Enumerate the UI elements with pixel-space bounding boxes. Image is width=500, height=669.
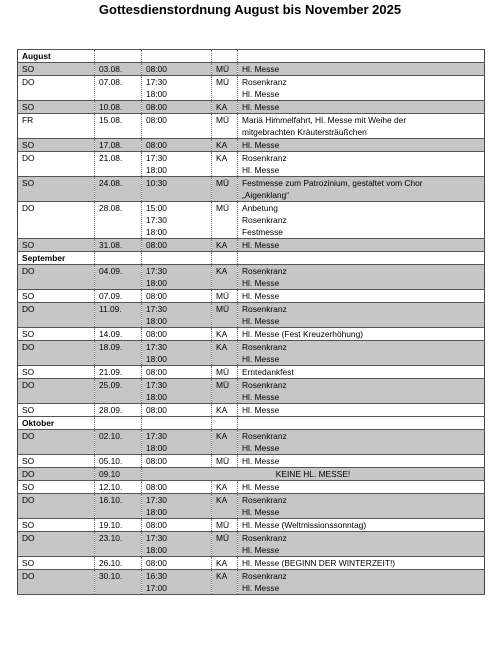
day-cell: SO [18,328,95,341]
place-cell: MÜ [212,177,238,202]
date-cell: 15.08. [95,114,142,139]
event-cell [238,239,485,252]
table-row [18,152,485,177]
date-cell: 21.08. [95,152,142,177]
event-cell [238,404,485,417]
date-cell: 24.08. [95,177,142,202]
event-cell-line: Hl. Messe [242,316,280,326]
event-cell-line: Hl. Messe [242,240,280,250]
schedule-table [17,49,485,595]
date-cell: 17.08. [95,139,142,152]
day-cell: DO [18,494,95,519]
time-cell-line: 17:30 [146,153,167,163]
day-cell: DO [18,379,95,404]
event-cell [238,328,485,341]
section-header-row [18,50,485,63]
place-cell: KA [212,239,238,252]
time-cell [142,303,212,328]
notice-cell: KEINE HL. MESSE! [142,468,485,481]
place-cell-empty [212,252,238,265]
time-cell-line: 18:00 [146,165,167,175]
time-cell-line: 08:00 [146,329,167,339]
place-cell: MÜ [212,379,238,404]
event-cell-line: Hl. Messe [242,507,280,517]
time-cell-line: 08:00 [146,64,167,74]
date-cell: 05.10. [95,455,142,468]
time-cell-line: 15:00 [146,203,167,213]
day-cell: DO [18,341,95,366]
event-cell [238,379,485,404]
time-cell-line: 18:00 [146,89,167,99]
table-row [18,63,485,76]
table-row [18,494,485,519]
table-row [18,366,485,379]
event-cell-line: Rosenkranz [242,215,287,225]
date-cell: 04.09. [95,265,142,290]
time-cell [142,455,212,468]
event-cell-line: Hl. Messe [242,405,280,415]
time-cell-line: 18:00 [146,227,167,237]
table-row [18,239,485,252]
table-row [18,265,485,290]
date-cell: 14.09. [95,328,142,341]
time-cell [142,366,212,379]
day-cell: DO [18,76,95,101]
table-row [18,455,485,468]
place-cell: MÜ [212,455,238,468]
date-cell: 16.10. [95,494,142,519]
time-cell [142,63,212,76]
date-cell-empty [95,417,142,430]
day-cell: SO [18,63,95,76]
time-cell-line: 10:30 [146,178,167,188]
day-cell: SO [18,290,95,303]
date-cell: 07.08. [95,76,142,101]
event-cell-line: Rosenkranz [242,495,287,505]
time-cell-line: 08:00 [146,102,167,112]
time-cell-line: 18:00 [146,507,167,517]
event-cell [238,430,485,455]
place-cell-empty [212,417,238,430]
table-row [18,328,485,341]
time-cell [142,328,212,341]
date-cell-empty [95,50,142,63]
date-cell: 25.09. [95,379,142,404]
date-cell: 28.09. [95,404,142,417]
day-cell: SO [18,519,95,532]
place-cell: KA [212,152,238,177]
section-title: August [18,50,95,63]
schedule-body [18,50,485,595]
event-cell-line: Rosenkranz [242,266,287,276]
time-cell [142,202,212,239]
time-cell [142,152,212,177]
date-cell: 26.10. [95,557,142,570]
date-cell: 31.08. [95,239,142,252]
event-cell-line: Hl. Messe [242,278,280,288]
table-row [18,557,485,570]
table-row [18,519,485,532]
time-cell [142,494,212,519]
date-cell: 23.10. [95,532,142,557]
event-cell [238,139,485,152]
place-cell: KA [212,341,238,366]
time-cell-line: 08:00 [146,520,167,530]
event-cell-line: Hl. Messe [242,545,280,555]
event-cell [238,366,485,379]
time-cell-line: 17:30 [146,342,167,352]
time-cell-empty [142,417,212,430]
table-row [18,76,485,101]
event-cell-line: Hl. Messe (BEGINN DER WINTERZEIT!) [242,558,396,568]
time-cell-line: 08:00 [146,558,167,568]
event-cell [238,341,485,366]
event-cell-empty [238,50,485,63]
event-cell-line: Rosenkranz [242,342,287,352]
day-cell: DO [18,468,95,481]
date-cell: 30.10. [95,570,142,595]
time-cell-line: 18:00 [146,354,167,364]
time-cell-line: 08:00 [146,240,167,250]
table-row [18,177,485,202]
place-cell: MÜ [212,366,238,379]
time-cell-line: 17:30 [146,77,167,87]
time-cell-line: 17:30 [146,266,167,276]
event-cell-empty [238,417,485,430]
time-cell-line: 08:00 [146,456,167,466]
section-title: September [18,252,95,265]
section-header-row [18,252,485,265]
event-cell-line: Hl. Messe [242,392,280,402]
event-cell [238,455,485,468]
event-cell [238,63,485,76]
time-cell [142,139,212,152]
event-cell-line: Hl. Messe [242,102,280,112]
event-cell-line: Rosenkranz [242,431,287,441]
date-cell-empty [95,252,142,265]
event-cell-line: Anbetung [242,203,278,213]
place-cell: KA [212,570,238,595]
event-cell [238,265,485,290]
event-cell [238,519,485,532]
day-cell: DO [18,152,95,177]
table-row [18,379,485,404]
place-cell: KA [212,265,238,290]
day-cell: DO [18,265,95,290]
time-cell [142,481,212,494]
time-cell [142,76,212,101]
date-cell: 21.09. [95,366,142,379]
time-cell [142,404,212,417]
time-cell-line: 08:00 [146,367,167,377]
event-cell-line: mitgebrachten Kräutersträußchen [242,127,367,137]
time-cell-line: 18:00 [146,278,167,288]
event-cell-line: Rosenkranz [242,571,287,581]
event-cell-line: Hl. Messe (Weltmissionssonntag) [242,520,367,530]
date-cell: 19.10. [95,519,142,532]
table-row [18,532,485,557]
event-cell-line: Festmesse [242,227,283,237]
table-row [18,404,485,417]
date-cell: 07.09. [95,290,142,303]
day-cell: DO [18,570,95,595]
time-cell-line: 18:00 [146,316,167,326]
time-cell-line: 17:00 [146,583,167,593]
time-cell-line: 08:00 [146,405,167,415]
time-cell [142,570,212,595]
event-cell-line: Hl. Messe [242,456,280,466]
event-cell-line: Rosenkranz [242,304,287,314]
event-cell [238,494,485,519]
table-row [18,139,485,152]
time-cell-line: 17:30 [146,495,167,505]
time-cell-empty [142,252,212,265]
table-row [18,430,485,455]
time-cell [142,114,212,139]
section-header-row [18,417,485,430]
event-cell [238,101,485,114]
event-cell [238,570,485,595]
event-cell [238,202,485,239]
date-cell: 12.10. [95,481,142,494]
place-cell: MÜ [212,202,238,239]
day-cell: DO [18,202,95,239]
time-cell [142,532,212,557]
time-cell-line: 17:30 [146,304,167,314]
day-cell: SO [18,139,95,152]
time-cell [142,557,212,570]
place-cell: MÜ [212,76,238,101]
time-cell [142,177,212,202]
table-row [18,290,485,303]
time-cell [142,430,212,455]
time-cell [142,265,212,290]
place-cell: KA [212,328,238,341]
time-cell-line: 16:30 [146,571,167,581]
date-cell: 10.08. [95,101,142,114]
date-cell: 02.10. [95,430,142,455]
place-cell: KA [212,139,238,152]
time-cell-line: 08:00 [146,291,167,301]
event-cell-line: Hl. Messe [242,354,280,364]
event-cell-line: Hl. Messe [242,64,280,74]
day-cell: SO [18,177,95,202]
event-cell [238,152,485,177]
time-cell [142,379,212,404]
date-cell: 18.09. [95,341,142,366]
place-cell: MÜ [212,114,238,139]
place-cell: KA [212,430,238,455]
event-cell-line: Festmesse zum Patrozinium, gestaltet vom Chor [242,178,423,188]
event-cell [238,114,485,139]
table-row [18,341,485,366]
time-cell-line: 17:30 [146,380,167,390]
day-cell: DO [18,532,95,557]
event-cell-line: Hl. Messe [242,89,280,99]
event-cell-line: Rosenkranz [242,153,287,163]
event-cell [238,76,485,101]
event-cell-line: Hl. Messe [242,291,280,301]
place-cell-empty [212,50,238,63]
event-cell-line: Hl. Messe (Fest Kreuzerhöhung) [242,329,364,339]
place-cell: KA [212,557,238,570]
place-cell: MÜ [212,519,238,532]
table-row [18,202,485,239]
time-cell-line: 08:00 [146,140,167,150]
event-cell [238,532,485,557]
day-cell: DO [18,303,95,328]
time-cell-line: 18:00 [146,443,167,453]
time-cell [142,341,212,366]
event-cell [238,557,485,570]
time-cell [142,290,212,303]
event-cell-empty [238,252,485,265]
place-cell: MÜ [212,63,238,76]
date-cell: 11.09. [95,303,142,328]
event-cell [238,481,485,494]
day-cell: SO [18,557,95,570]
day-cell: SO [18,481,95,494]
time-cell-line: 17:30 [146,533,167,543]
day-cell: SO [18,455,95,468]
section-title: Oktober [18,417,95,430]
time-cell [142,239,212,252]
event-cell [238,177,485,202]
place-cell: KA [212,101,238,114]
place-cell: KA [212,494,238,519]
event-cell-line: Mariä Himmelfahrt, Hl. Messe mit Weihe der [242,115,407,125]
day-cell: SO [18,366,95,379]
table-row [18,481,485,494]
date-cell: 28.08. [95,202,142,239]
day-cell: SO [18,404,95,417]
place-cell: KA [212,481,238,494]
time-cell-line: 17:30 [146,431,167,441]
place-cell: MÜ [212,303,238,328]
event-cell-line: Rosenkranz [242,380,287,390]
date-cell: 09.10 [95,468,142,481]
place-cell: MÜ [212,290,238,303]
time-cell-line: 18:00 [146,545,167,555]
event-cell-line: Rosenkranz [242,533,287,543]
event-cell [238,290,485,303]
date-cell: 03.08. [95,63,142,76]
table-row [18,101,485,114]
event-cell-line: „Aigenklang“ [242,190,290,200]
event-cell-line: Hl. Messe [242,140,280,150]
page-title: Gottesdienstordnung August bis November 2025 [98,2,402,17]
day-cell: SO [18,101,95,114]
event-cell-line: Hl. Messe [242,482,280,492]
event-cell [238,303,485,328]
time-cell-line: 08:00 [146,115,167,125]
event-cell-line: Erntedankfest [242,367,294,377]
time-cell-empty [142,50,212,63]
time-cell-line: 18:00 [146,392,167,402]
place-cell: MÜ [212,532,238,557]
time-cell-line: 08:00 [146,482,167,492]
day-cell: DO [18,430,95,455]
event-cell-line: Hl. Messe [242,165,280,175]
table-row [18,303,485,328]
time-cell [142,519,212,532]
time-cell [142,101,212,114]
table-row [18,468,485,481]
place-cell: KA [212,404,238,417]
day-cell: FR [18,114,95,139]
table-row [18,114,485,139]
day-cell: SO [18,239,95,252]
event-cell-line: Rosenkranz [242,77,287,87]
event-cell-line: Hl. Messe [242,583,280,593]
time-cell-line: 17:30 [146,215,167,225]
event-cell-line: Hl. Messe [242,443,280,453]
table-row [18,570,485,595]
